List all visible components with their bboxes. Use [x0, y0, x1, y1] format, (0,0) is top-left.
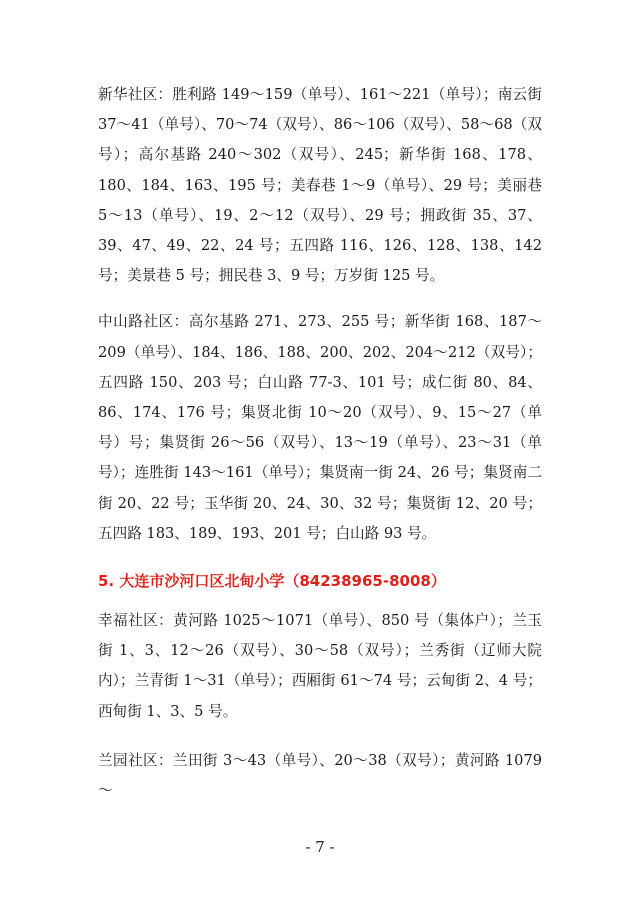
- paragraph-xinhua-community: 新华社区：胜利路 149～159（单号）、161～221（单号）；南云街 37～41（单号）、70～74（双号）、86～106（双号）、58～68（双号）；高尔基路 240～302（双号）、245；新华街 168、178、180、184、163、195 号；美春巷 1～9（单号）、29 号；美丽巷 5～13（单号）、19、2～12（双号）、29 号；拥政街 35、37、39、47、49、22、24 号；五四路 116、126、128、138、142 号；美景巷 5 号；拥民巷 3、9 号；万岁街 125 号。: [98, 86, 542, 285]
- paragraph-xingfu-community: 幸福社区：黄河路 1025～1071（单号）、850 号（集体户）；兰玉街 1、3、12～26（双号）、30～58（双号）；兰秀街（辽师大院内）；兰青街 1～31（单号）；西厢街 61～74 号；云甸街 2、4 号；西甸街 1、3、5 号。: [98, 612, 542, 720]
- paragraph-zhongshan-road-community: 中山路社区：高尔基路 271、273、255 号；新华街 168、187～209（单号）、184、186、188、200、202、204～212（双号）；五四路 150、203 号；白山路 77-3、101 号；成仁街 80、84、86、174、176 号；集贤北街 10～20（双号）、9、15～27（单号）号；集贤街 26～56（双号）、13～19（单号）、23～31（单号）；连胜街 143～161（单号）；集贤南一街 24、26 号；集贤南二街 20、22 号；玉华街 20、24、30、32 号；集贤街 12、20 号；五四路 183、189、193、201 号；白山路 93 号。: [98, 313, 542, 542]
- section-heading: 5. 大连市沙河口区北甸小学（84238965-8008）: [98, 572, 446, 591]
- page-content: [98, 80, 542, 825]
- paragraph-lanyuan-community: 兰园社区：兰田街 3～43（单号）、20～38（双号）；黄河路 1079～: [98, 751, 542, 800]
- page-number: - 7 -: [305, 838, 335, 856]
